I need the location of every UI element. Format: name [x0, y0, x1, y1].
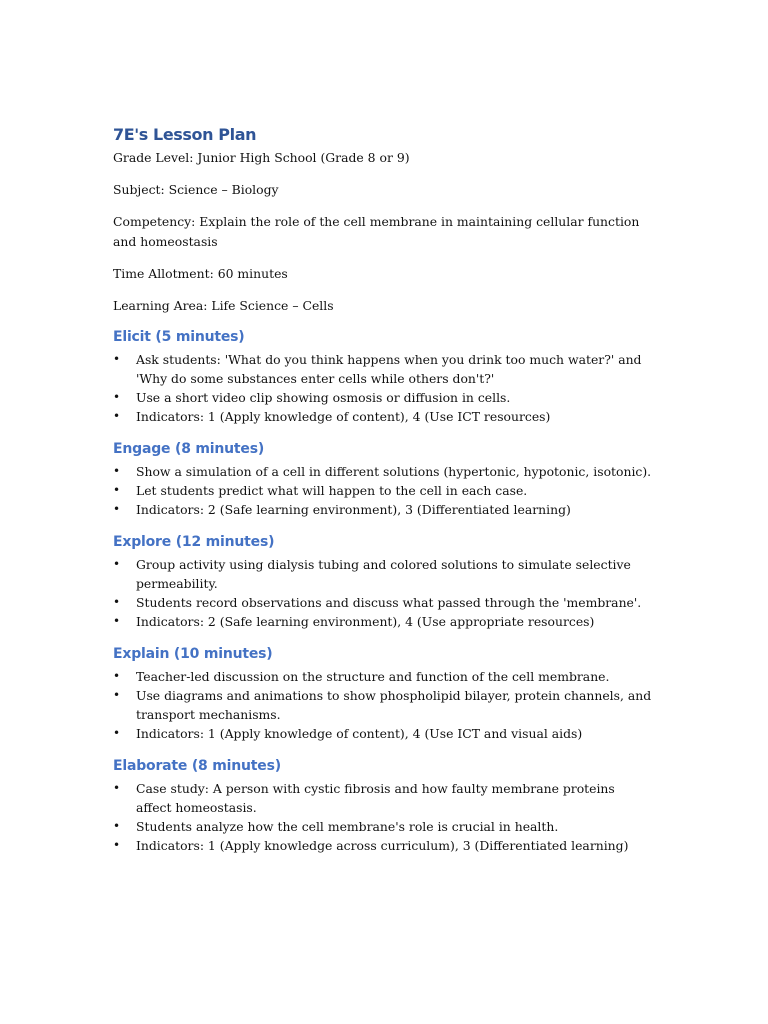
bullet-icon: • — [113, 390, 121, 404]
bullet-icon: • — [113, 614, 121, 628]
list-item — [113, 612, 653, 631]
list-item-text: Indicators: 2 (Safe learning environment), 3 (Differentiated learning) — [136, 502, 571, 517]
list-item-text: Ask students: 'What do you think happens when you drink too much water?' and 'Why do some substances enter cells while others don't?' — [136, 352, 642, 386]
list-item-text: Indicators: 2 (Safe learning environment), 4 (Use appropriate resources) — [136, 614, 595, 629]
document-title: 7E's Lesson Plan — [113, 125, 257, 144]
list-item — [113, 555, 653, 593]
section-list-explore — [113, 555, 653, 631]
list-item-text: Students record observations and discuss what passed through the 'membrane'. — [136, 595, 642, 610]
section-heading-explain: Explain (10 minutes) — [113, 646, 273, 662]
list-item — [113, 836, 653, 855]
subject: Subject: Science – Biology — [113, 182, 279, 197]
list-item — [113, 481, 653, 500]
list-item-text: Indicators: 1 (Apply knowledge of content), 4 (Use ICT and visual aids) — [136, 726, 583, 741]
section-list-elicit — [113, 350, 653, 426]
section-heading-explore: Explore (12 minutes) — [113, 534, 275, 550]
bullet-icon: • — [113, 502, 121, 516]
list-item-text: Students analyze how the cell membrane's role is crucial in health. — [136, 819, 559, 834]
list-item-text: Case study: A person with cystic fibrosis and how faulty membrane proteins affect homeostasis. — [136, 781, 615, 815]
document-page — [113, 124, 653, 867]
bullet-icon: • — [113, 464, 121, 478]
section-heading-elaborate: Elaborate (8 minutes) — [113, 758, 281, 774]
bullet-icon: • — [113, 483, 121, 497]
section-heading-elicit: Elicit (5 minutes) — [113, 329, 245, 345]
list-item-text: Group activity using dialysis tubing and colored solutions to simulate selective permeability. — [136, 557, 631, 591]
section-list-explain — [113, 667, 653, 743]
list-item — [113, 667, 653, 686]
bullet-icon: • — [113, 819, 121, 833]
competency: Competency: Explain the role of the cell membrane in maintaining cellular function and homeostasis — [113, 214, 640, 249]
list-item — [113, 686, 653, 724]
list-item — [113, 779, 653, 817]
bullet-icon: • — [113, 726, 121, 740]
section-list-elaborate — [113, 779, 653, 855]
bullet-icon: • — [113, 669, 121, 683]
bullet-icon: • — [113, 352, 121, 366]
list-item — [113, 350, 653, 388]
list-item-text: Use a short video clip showing osmosis or diffusion in cells. — [136, 390, 511, 405]
bullet-icon: • — [113, 688, 121, 702]
bullet-icon: • — [113, 409, 121, 423]
list-item — [113, 407, 653, 426]
bullet-icon: • — [113, 595, 121, 609]
list-item — [113, 724, 653, 743]
list-item — [113, 462, 653, 481]
list-item — [113, 593, 653, 612]
section-list-engage — [113, 462, 653, 519]
section-heading-engage: Engage (8 minutes) — [113, 441, 265, 457]
list-item — [113, 500, 653, 519]
bullet-icon: • — [113, 557, 121, 571]
time-allotment: Time Allotment: 60 minutes — [113, 266, 288, 281]
learning-area: Learning Area: Life Science – Cells — [113, 298, 334, 313]
list-item-text: Show a simulation of a cell in different solutions (hypertonic, hypotonic, isotonic). — [136, 464, 652, 479]
bullet-icon: • — [113, 838, 121, 852]
list-item — [113, 817, 653, 836]
list-item-text: Teacher-led discussion on the structure and function of the cell membrane. — [136, 669, 610, 684]
list-item — [113, 388, 653, 407]
list-item-text: Use diagrams and animations to show phospholipid bilayer, protein channels, and transport mechanisms. — [136, 688, 652, 722]
grade-level: Grade Level: Junior High School (Grade 8 or 9) — [113, 150, 410, 165]
list-item-text: Indicators: 1 (Apply knowledge of content), 4 (Use ICT resources) — [136, 409, 551, 424]
list-item-text: Let students predict what will happen to the cell in each case. — [136, 483, 528, 498]
bullet-icon: • — [113, 781, 121, 795]
list-item-text: Indicators: 1 (Apply knowledge across curriculum), 3 (Differentiated learning) — [136, 838, 629, 853]
